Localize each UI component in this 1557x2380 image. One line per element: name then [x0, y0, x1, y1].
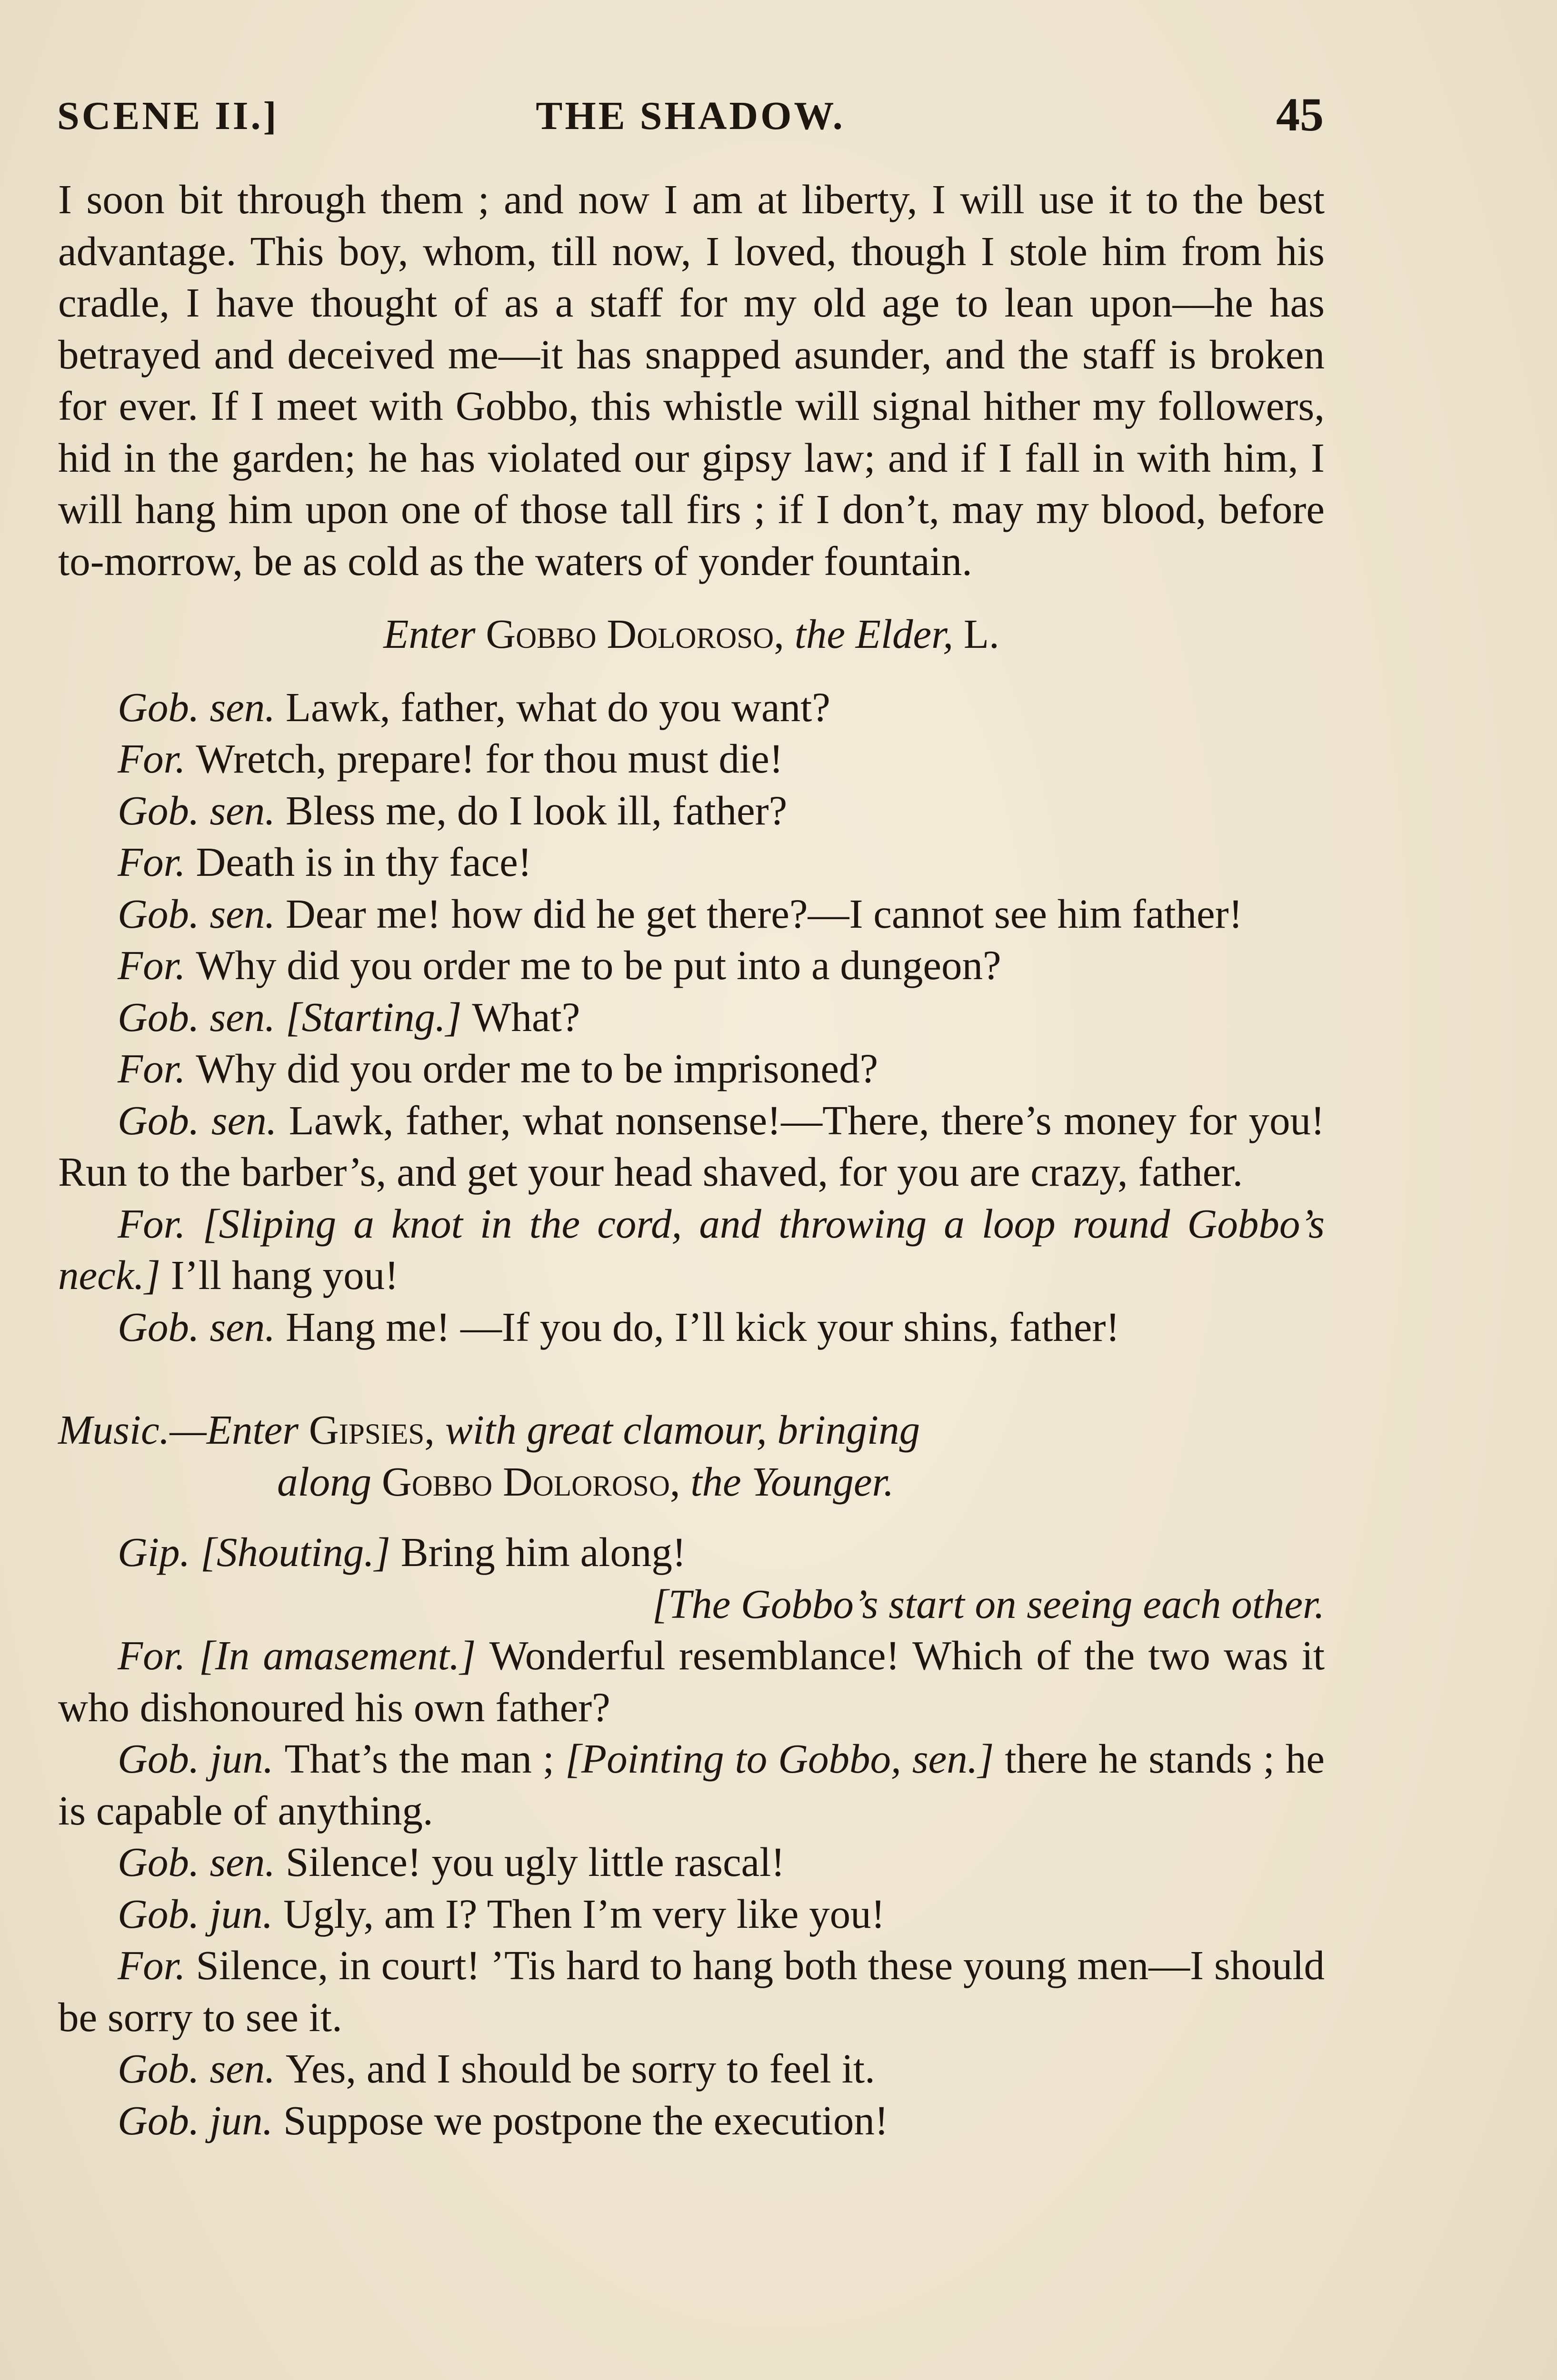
speech-line [58, 1888, 1325, 1940]
speech-text: What? [472, 993, 580, 1040]
speech-line [58, 1940, 1325, 2043]
speaker-name: Gob. sen. [118, 787, 286, 833]
speech-text: Why did you order me to be put into a dungeon? [196, 942, 1001, 988]
speaker-name: For. [118, 1200, 203, 1247]
stage-direction: [In amasement.] [199, 1632, 489, 1678]
stage-direction: [Sliping a knot in the cord, and throwing a loop round Gobbo’s neck.] [58, 1200, 1325, 1298]
speech-line [58, 785, 1325, 837]
entrance-qualifier: the Elder, [794, 611, 964, 657]
speech-line [58, 1301, 1325, 1353]
speech-text: Suppose we postpone the execution! [283, 2097, 888, 2143]
speech-text: Lawk, father, what do you want? [285, 684, 830, 730]
speech-text: Hang me! —If you do, I’ll kick your shins, father! [285, 1303, 1120, 1350]
speaker-name: Gip. [118, 1529, 200, 1575]
stage-direction: [Pointing to Gobbo, sen.] [565, 1735, 1005, 1782]
scene-label: SCENE II.] [57, 94, 279, 138]
music-along: along [277, 1458, 382, 1505]
younger-gobbo-name: Gobbo Doloroso, [381, 1458, 691, 1505]
speech-text: Bring him along! [400, 1529, 686, 1575]
speech-line [58, 2095, 1325, 2147]
younger-qualifier: the Younger. [690, 1458, 894, 1505]
speech-line [58, 836, 1325, 888]
speaker-name: Gob. sen. [118, 890, 286, 937]
speaker-name: Gob. sen. [118, 993, 286, 1040]
music-direction-line-1 [58, 1404, 1325, 1456]
speech-text: Bless me, do I look ill, father? [285, 787, 788, 833]
speaker-name: For. [118, 1632, 199, 1678]
speech-line [58, 1043, 1325, 1095]
stage-direction: [The Gobbo’s start on seeing each other. [652, 1580, 1325, 1627]
speech-line [58, 1836, 1325, 1888]
speech-line [58, 888, 1325, 940]
entrance-enter: Enter [383, 611, 486, 657]
speech-text: Death is in thy face! [196, 839, 532, 885]
speaker-name: Gob. sen. [118, 1303, 286, 1350]
running-title: THE SHADOW. [536, 94, 845, 138]
speech-text: Ugly, am I? Then I’m very like you! [283, 1890, 885, 1937]
speech-line [58, 682, 1325, 734]
entrance-direction [58, 608, 1325, 660]
speaker-name: For. [118, 839, 196, 885]
speech-text: Silence! you ugly little rascal! [285, 1839, 785, 1885]
speech-text: Yes, and I should be sorry to feel it. [285, 2045, 875, 2092]
gipsies-label: Gipsies, [309, 1407, 445, 1453]
music-enter: Music.—Enter [58, 1407, 309, 1453]
speech-text: Why did you order me to be imprisoned? [196, 1045, 878, 1091]
music-stage-direction [58, 1404, 1325, 1507]
speech-text: Wretch, prepare! for thou must die! [196, 735, 783, 782]
speaker-name: For. [118, 1045, 196, 1091]
speaker-name: For. [118, 942, 196, 988]
speaker-name: Gob. jun. [118, 2097, 283, 2143]
speaker-name: Gob. jun. [118, 1890, 283, 1937]
speaker-name: Gob. sen. [118, 2045, 286, 2092]
speech-line [58, 940, 1325, 992]
speech-text: Silence, in court! ’Tis hard to hang both these young men—I should be sorry to see it. [58, 1942, 1325, 2040]
stage-direction: [Starting.] [285, 993, 472, 1040]
stage-direction: [Shouting.] [200, 1529, 401, 1575]
running-header [57, 83, 1324, 150]
speaker-name: Gob. sen. [118, 684, 286, 730]
speech-line [58, 1095, 1325, 1198]
page-number: 45 [1276, 88, 1324, 141]
music-clamour: with great clamour, bringing [445, 1407, 920, 1453]
speech-line [58, 733, 1325, 785]
forester-monologue: I soon bit through them ; and now I am at liberty, I will use it to the best advantage. This boy, whom, till now, I loved, though I stole him from his cradle, I have thought of as a staff for my old age to lean upon—he has betrayed and deceived me—it has snapped asunder, and the staff is broken for ever. If I meet with Gobbo, this whistle will signal hither my followers, hid in the garden; he has violated our gipsy law; and if I fall in with him, I will hang him upon one of those tall firs ; if I don’t, may my blood, before to-morrow, be as cold as the waters of yonder fountain. [58, 176, 1325, 584]
speech-text: I’ll hang you! [170, 1252, 399, 1298]
entrance-character: Gobbo Doloroso, [486, 611, 795, 657]
speech-line [58, 1198, 1325, 1301]
entrance-side: L. [963, 611, 999, 657]
speech-line [58, 1630, 1325, 1733]
speech-text: That’s the man ; [284, 1735, 566, 1782]
speech-line [58, 992, 1325, 1043]
speech-text: Wonderful resemblance! Which of the two was it who dishonoured his own father? [58, 1632, 1325, 1730]
music-direction-line-2 [58, 1456, 1325, 1508]
speaker-name: Gob. sen. [118, 1839, 286, 1885]
speaker-name: For. [118, 1942, 196, 1988]
speech-text: Lawk, father, what nonsense!—There, there’s money for you! Run to the barber’s, and get your head shaved, for you are crazy, father. [58, 1097, 1325, 1195]
speaker-name: Gob. jun. [118, 1735, 285, 1782]
speech-line [58, 1527, 1325, 1578]
speech-text-continued: there he stands ; he is capable of anything. [58, 1735, 1325, 1834]
page-body [58, 174, 1325, 2146]
speech-text: Dear me! how did he get there?—I cannot see him father! [285, 890, 1243, 937]
speaker-name: For. [118, 735, 196, 782]
speech-line [58, 1733, 1325, 1836]
stage-direction-right [58, 1578, 1325, 1630]
speaker-name: Gob. sen. [118, 1097, 289, 1143]
speech-line [58, 2043, 1325, 2095]
